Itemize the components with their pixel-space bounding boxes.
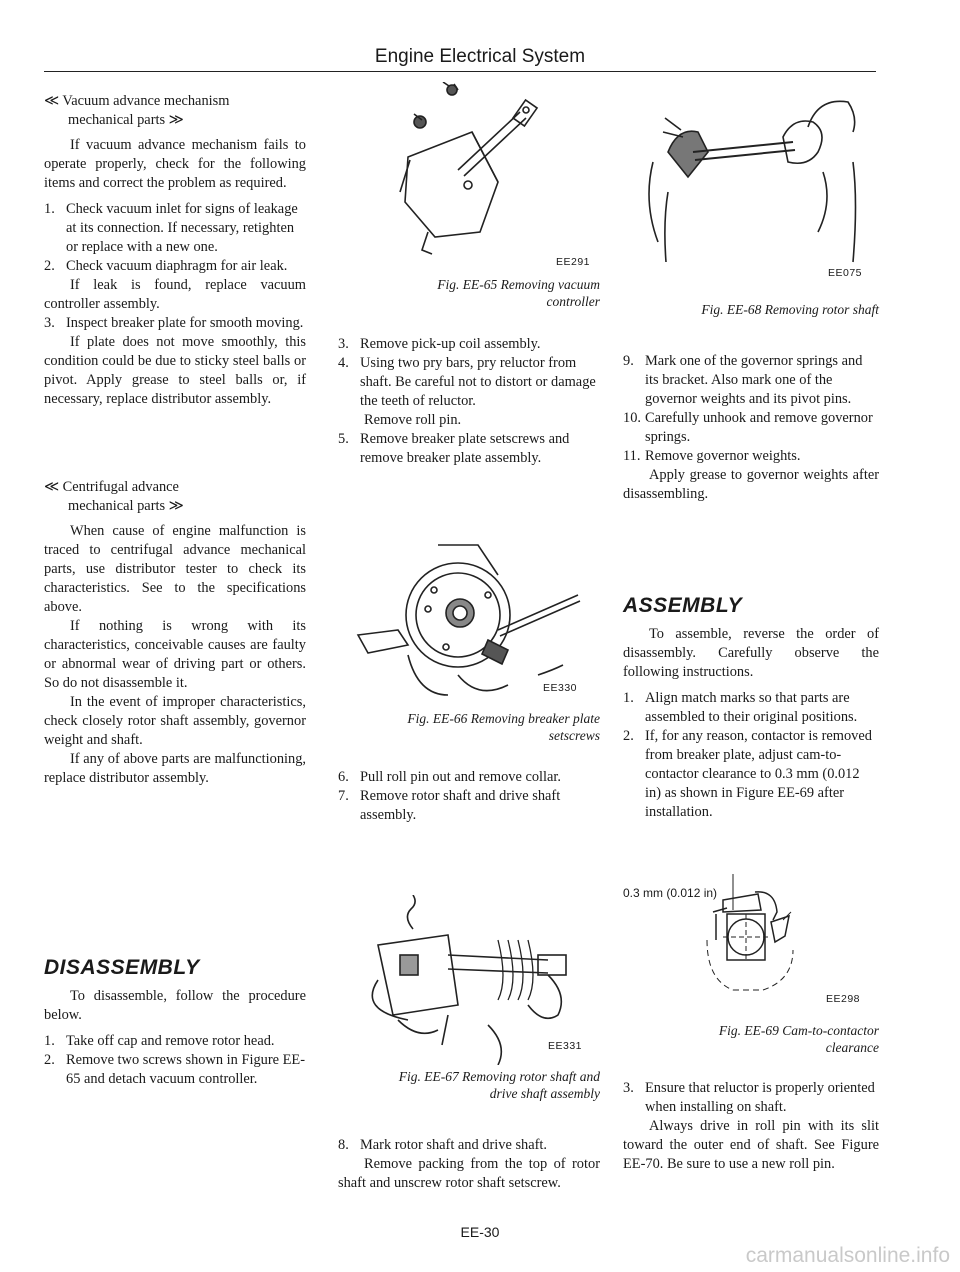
centrifugal-paragraph: When cause of engine malfunction is traced to centrifugal advance mechanical parts, use distributor tester to check its characteristics. See to the specifications above.	[44, 523, 306, 615]
vacuum-subheading	[44, 92, 306, 130]
disassembly-step	[338, 430, 600, 468]
disassembly-step	[44, 1051, 306, 1089]
step-text: Mark one of the governor springs and its bracket. Also mark one of the governor weights and its pivot pins.	[645, 353, 863, 407]
step-number: 9.	[623, 353, 634, 369]
vacuum-step	[44, 200, 306, 257]
assembly-section	[623, 596, 879, 822]
figure-caption	[338, 1068, 600, 1102]
disassembly-step	[338, 354, 600, 411]
caption-line: Fig. EE-67 Removing rotor shaft and	[398, 1069, 600, 1084]
figure-ee-65	[380, 82, 600, 292]
disassembly-intro: To disassemble, follow the procedure below.	[44, 988, 306, 1023]
steps-9-11	[623, 352, 879, 511]
figure-ee-67	[338, 895, 600, 1065]
figure-code: EE075	[828, 267, 863, 279]
centrifugal-paragraph: In the event of improper characteristics, check closely rotor shaft assembly, governor weight and shaft.	[44, 694, 306, 748]
figure-caption	[623, 1022, 879, 1056]
step-text: Take off cap and remove rotor head.	[66, 1033, 275, 1049]
centrifugal-subheading	[44, 478, 306, 516]
step-number: 1.	[44, 201, 55, 217]
caption-line: drive shaft assembly	[489, 1086, 600, 1101]
step-note: Remove packing from the top of rotor shaft and unscrew rotor shaft setscrew.	[338, 1156, 600, 1191]
disassembly-step	[44, 1032, 306, 1051]
page-header: Engine Electrical System	[374, 46, 586, 67]
disassembly-step	[338, 335, 600, 354]
step-text: Using two pry bars, pry reluctor from shaft. Be careful not to distort or damage the teeth of reluctor.	[360, 355, 596, 409]
centrifugal-paragraph: If any of above parts are malfunctioning, replace distributor assembly.	[44, 751, 306, 786]
step-text: Carefully unhook and remove governor springs.	[645, 410, 873, 445]
page-number: EE-30	[460, 1224, 500, 1240]
figure-code: EE298	[826, 993, 861, 1005]
step-number: 3.	[338, 336, 349, 352]
step-number: 10.	[623, 410, 641, 426]
step-number: 2.	[623, 728, 634, 744]
step-number: 3.	[623, 1080, 634, 1096]
figure-caption	[338, 710, 600, 744]
step-number: 7.	[338, 788, 349, 804]
clearance-dimension-label: 0.3 mm (0.012 in)	[623, 886, 718, 900]
step-text: Check vacuum diaphragm for air leak.	[66, 258, 288, 274]
disassembly-step	[338, 768, 600, 787]
breaker-plate-illustration	[338, 535, 600, 705]
step-number: 1.	[623, 690, 634, 706]
step-text: Inspect breaker plate for smooth moving.	[66, 315, 304, 331]
disassembly-heading: DISASSEMBLY	[44, 956, 200, 979]
caption-line: setscrews	[548, 728, 600, 743]
assembly-step	[623, 1079, 879, 1117]
centrifugal-subheading-line-1: ≪ Centrifugal advance	[44, 479, 179, 495]
steps-3-assembly	[623, 1079, 879, 1181]
vacuum-note: If plate does not move smoothly, this condition could be due to sticky steel balls or pivot. Apply grease to steel balls or, if necessary, replace distributor assembly.	[44, 334, 306, 407]
caption-line: Fig. EE-66 Removing breaker plate	[407, 711, 600, 726]
steps-3-5	[338, 335, 600, 468]
step-text: Pull roll pin out and remove collar.	[360, 769, 562, 785]
step-number: 6.	[338, 769, 349, 785]
figure-ee-68	[623, 82, 879, 292]
step-text: Check vacuum inlet for signs of leakage at its connection. If necessary, retighten or replace with a new one.	[66, 201, 298, 255]
step-note: Apply grease to governor weights after disassembling.	[623, 467, 879, 502]
figure-ee-66	[338, 535, 600, 705]
steps-6-7	[338, 768, 600, 825]
rotor-shaft-removal-illustration	[623, 82, 879, 292]
figure-caption	[338, 276, 600, 310]
disassembly-step	[623, 409, 879, 447]
disassembly-step	[623, 447, 879, 466]
disassembly-section	[44, 958, 306, 1089]
step-text: Remove breaker plate setscrews and remove breaker plate assembly.	[360, 431, 570, 466]
figure-ee-69	[623, 870, 879, 1020]
step-text: Remove governor weights.	[645, 448, 801, 464]
step-number: 8.	[338, 1137, 349, 1153]
caption-line: Fig. EE-65 Removing vacuum	[437, 277, 600, 292]
assembly-heading: ASSEMBLY	[623, 594, 743, 617]
step-number: 11.	[623, 448, 641, 464]
figure-caption: Fig. EE-68 Removing rotor shaft	[701, 302, 879, 317]
step-text: If, for any reason, contactor is removed from breaker plate, adjust cam-to-contactor clearance to 0.3 mm (0.012 in) as shown in Figure EE-69 after installation.	[645, 728, 872, 820]
vacuum-note: If leak is found, replace vacuum controller assembly.	[44, 277, 306, 312]
vacuum-intro: If vacuum advance mechanism fails to operate properly, check for the following items and correct the problem as required.	[44, 137, 306, 191]
step-text: Remove two screws shown in Figure EE-65 and detach vacuum controller.	[66, 1052, 306, 1087]
step-number: 5.	[338, 431, 349, 447]
centrifugal-subheading-line-2: mechanical parts ≫	[68, 498, 184, 514]
disassembly-step	[338, 787, 600, 825]
column-1	[44, 92, 306, 795]
figure-code: EE331	[548, 1040, 583, 1052]
watermark: carmanualsonline.info	[745, 1244, 950, 1267]
vacuum-subheading-line-2: mechanical parts ≫	[68, 112, 184, 128]
step-text: Mark rotor shaft and drive shaft.	[360, 1137, 548, 1153]
step-number: 2.	[44, 1052, 55, 1068]
step-text: Remove pick-up coil assembly.	[360, 336, 541, 352]
assembly-intro: To assemble, reverse the order of disassembly. Carefully observe the following instructions.	[623, 626, 879, 680]
step-number: 2.	[44, 258, 55, 274]
step-text: Remove rotor shaft and drive shaft assembly.	[360, 788, 561, 823]
step-note: Remove roll pin.	[364, 412, 462, 428]
caption-line: clearance	[825, 1040, 879, 1055]
vacuum-subheading-line-1: ≪ Vacuum advance mechanism	[44, 93, 230, 109]
centrifugal-paragraph: If nothing is wrong with its characteristics, conceivable causes are faulty or abnormal wear of driving part or others. So do not disassemble it.	[44, 618, 306, 691]
step-8	[338, 1136, 600, 1200]
caption-line: controller	[546, 294, 600, 309]
caption-line: Fig. EE-69 Cam-to-contactor	[718, 1023, 879, 1038]
disassembly-step	[338, 1136, 600, 1155]
step-note: Always drive in roll pin with its slit toward the outer end of shaft. See Figure EE-70. Be sure to use a new roll pin.	[623, 1118, 879, 1172]
disassembly-step	[623, 352, 879, 409]
figure-code: EE291	[556, 256, 591, 268]
step-number: 4.	[338, 355, 349, 371]
figure-code: EE330	[543, 682, 578, 694]
assembly-step	[623, 727, 879, 822]
step-number: 1.	[44, 1033, 55, 1049]
assembly-step	[623, 689, 879, 727]
step-number: 3.	[44, 315, 55, 331]
header-rule	[44, 71, 876, 72]
vacuum-step	[44, 257, 306, 276]
step-text: Ensure that reluctor is properly oriented when installing on shaft.	[645, 1080, 875, 1115]
vacuum-step	[44, 314, 306, 333]
step-text: Align match marks so that parts are assembled to their original positions.	[645, 690, 858, 725]
